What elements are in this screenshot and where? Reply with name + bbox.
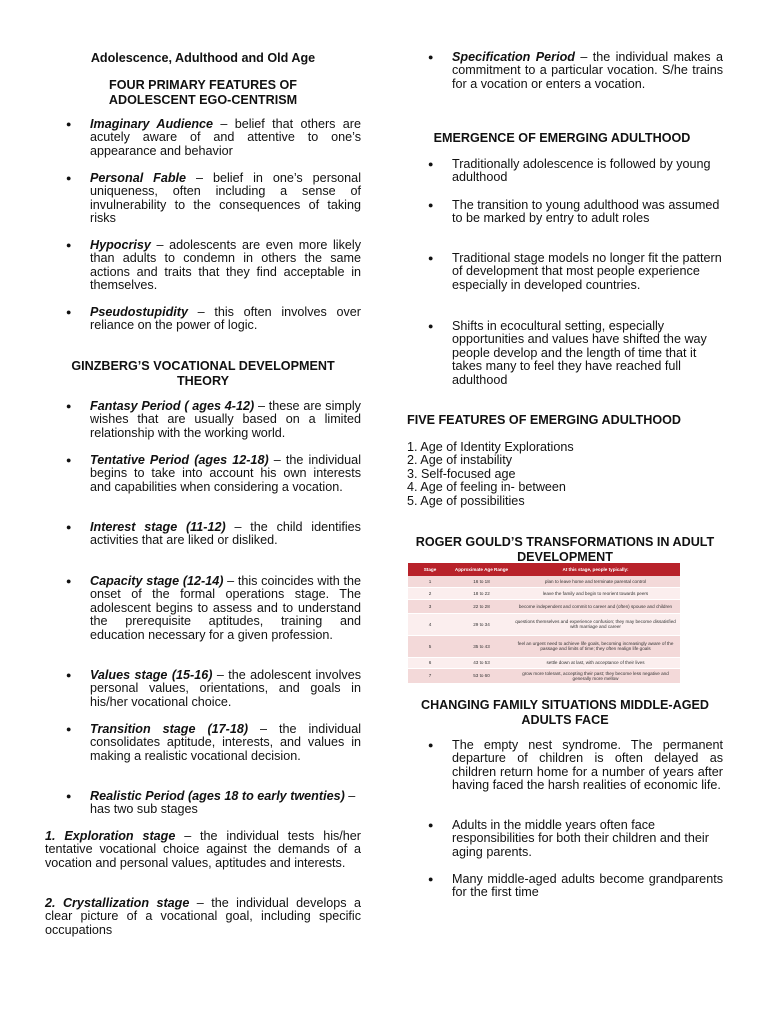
- gould-heading: ROGER GOULD’S TRANSFORMATIONS IN ADULT DEVELOPMENT: [415, 535, 715, 564]
- term: Tentative Period (ages 12-18): [90, 453, 269, 467]
- cell-stage: 5: [408, 635, 452, 657]
- definition: – the adolescent involves personal values, orientations, and goals in his/her vocational choice.: [90, 668, 361, 709]
- gould-table: [408, 563, 680, 683]
- five-features-list: [407, 441, 723, 508]
- definition: – this coincides with the onset of the formal operations stage. The adolescent begins to assess and to understand the prerequisite aptitudes, training and education necessary for a given profession.: [90, 574, 361, 642]
- definition: – the individual begins to take into account his own interests and capabilities when considering a vocation.: [90, 453, 361, 494]
- definition: – the child identifies activities that are liked or disliked.: [90, 520, 361, 548]
- definition: – the individual consolidates aptitude, interests, and values in making a realistic vocational decision.: [90, 722, 361, 763]
- cell-stage: 2: [408, 587, 452, 599]
- term: Capacity stage (12-14): [90, 574, 224, 588]
- table-row: [408, 587, 680, 599]
- bullet-tentative-period: [45, 454, 361, 494]
- bullet-hypocrisy: [45, 239, 361, 293]
- definition: – these are simply wishes that are usually based on a limited relationship with the working world.: [90, 399, 361, 440]
- term: Fantasy Period ( ages 4-12): [90, 399, 255, 413]
- family-heading: CHANGING FAMILY SITUATIONS MIDDLE-AGED ADULTS FACE: [420, 698, 710, 727]
- emergence-item: ● Traditionally adolescence is followed by young adulthood: [407, 158, 723, 185]
- cell-age: 18 to 22: [452, 587, 511, 599]
- cell-age: 35 to 43: [452, 635, 511, 657]
- family-item: ● Adults in the middle years often face responsibilities for both their children and their aging parents.: [407, 819, 723, 859]
- table-row: [408, 599, 680, 613]
- table-row: [408, 576, 680, 587]
- term: Transition stage (17-18): [90, 722, 249, 736]
- term: 2. Crystallization stage: [45, 896, 190, 910]
- definition: – adolescents are even more likely than adults to condemn in others the same actions and traits that they find acceptable in themselves.: [90, 238, 361, 293]
- five-features-heading: FIVE FEATURES OF EMERGING ADULTHOOD: [407, 413, 682, 427]
- term: Values stage (15-16): [90, 668, 213, 682]
- bullet-personal-fable: [45, 172, 361, 226]
- cell-desc: plan to leave home and terminate parental control: [511, 576, 680, 587]
- cell-age: 22 to 28: [452, 599, 511, 613]
- cell-age: 29 to 34: [452, 613, 511, 635]
- bullet-interest-stage: [45, 521, 361, 548]
- term: Specification Period: [452, 50, 575, 64]
- definition: – belief in one’s personal uniqueness, often including a sense of invulnerability to the consequences of taking risks: [90, 171, 361, 226]
- list-item: 4. Age of feeling in- between: [407, 480, 566, 495]
- term: Interest stage (11-12): [90, 520, 226, 534]
- cell-desc: feel an urgent need to achieve life goals, becoming increasingly aware of the passage and limits of time; they often realign life goals: [511, 635, 680, 657]
- cell-desc: grow more tolerant, accepting their past; they become less negative and generally more mellow: [511, 668, 680, 683]
- family-item: ● Many middle-aged adults become grandparents for the first time: [407, 873, 723, 900]
- term: 1. Exploration stage: [45, 829, 176, 843]
- document-title: Adolescence, Adulthood and Old Age: [90, 51, 316, 65]
- list-item: 2. Age of instability: [407, 453, 513, 468]
- family-item: ● The empty nest syndrome. The permanent departure of children is often delayed as children return home for a number of years after having faced the harsh realities of economic life.: [407, 739, 723, 793]
- ginzberg-heading: GINZBERG’S VOCATIONAL DEVELOPMENT THEORY: [71, 359, 335, 388]
- cell-stage: 6: [408, 657, 452, 668]
- cell-desc: become independent and commit to career and (often) spouse and children: [511, 599, 680, 613]
- bullet-fantasy-period: [45, 400, 361, 440]
- bullet-realistic-period: [45, 790, 361, 817]
- table-row: [408, 635, 680, 657]
- cell-stage: 1: [408, 576, 452, 587]
- emergence-item: ● The transition to young adulthood was assumed to be marked by entry to adult roles: [407, 199, 723, 226]
- table-row: [408, 657, 680, 668]
- bullet-specification-period: [407, 51, 723, 91]
- cell-stage: 3: [408, 599, 452, 613]
- crystallization-stage: [45, 897, 361, 937]
- egocentrism-heading: FOUR PRIMARY FEATURES OF ADOLESCENT EGO-CENTRISM: [108, 78, 298, 107]
- list-item: 3. Self-focused age: [407, 466, 516, 481]
- table-row: [408, 668, 680, 683]
- bullet-transition-stage: [45, 723, 361, 763]
- term: Hypocrisy: [90, 238, 151, 252]
- bullet-capacity-stage: [45, 575, 361, 642]
- cell-desc: questions themselves and experience confusion; they may become dissatisfied with marriage and career: [511, 613, 680, 635]
- header-stage: Stage: [408, 563, 452, 576]
- bullet-values-stage: [45, 669, 361, 709]
- term: Pseudostupidity: [90, 305, 188, 319]
- emergence-item: ● Shifts in ecocultural setting, especially opportunities and values have shifted the way people develop and the length of time that it takes many to feel they have reached full adulthood: [407, 320, 723, 387]
- cell-age: 43 to 53: [452, 657, 511, 668]
- list-item: 5. Age of possibilities: [407, 493, 525, 508]
- table-header-row: [408, 563, 680, 576]
- gould-table-grid: [408, 563, 680, 683]
- definition: – the individual makes a commitment to a particular vocation. S/he trains for a vocation or enters a vocation.: [452, 50, 723, 91]
- table-row: [408, 613, 680, 635]
- header-age-range: Approximate Age Range: [452, 563, 511, 576]
- cell-stage: 7: [408, 668, 452, 683]
- cell-age: 53 to 60: [452, 668, 511, 683]
- cell-stage: 4: [408, 613, 452, 635]
- definition: – has two sub stages: [90, 789, 356, 817]
- term: Realistic Period (ages 18 to early twenties): [90, 789, 345, 803]
- exploration-stage: [45, 830, 361, 870]
- definition: – belief that others are acutely aware of and attentive to one’s appearance and behavior: [90, 117, 361, 158]
- bullet-imaginary-audience: [45, 118, 361, 158]
- definition: – the individual develops a clear picture of a vocational goal, including specific occupations: [45, 896, 361, 937]
- list-item: 1. Age of Identity Explorations: [407, 440, 574, 454]
- cell-age: 16 to 18: [452, 576, 511, 587]
- bullet-pseudostupidity: [45, 306, 361, 333]
- definition: – the individual tests his/her tentative vocational choice against the demands of a vocation and personal values, aptitudes and interests.: [45, 829, 361, 870]
- term: Imaginary Audience: [90, 117, 214, 131]
- cell-desc: settle down at last, with acceptance of their lives: [511, 657, 680, 668]
- term: Personal Fable: [90, 171, 187, 185]
- emergence-heading: EMERGENCE OF EMERGING ADULTHOOD: [433, 131, 691, 145]
- emergence-item: ● Traditional stage models no longer fit the pattern of development that most people experience especially in developed countries.: [407, 252, 723, 292]
- header-description: At this stage, people typically:: [511, 563, 680, 576]
- definition: – this often involves over reliance on the power of logic.: [90, 305, 361, 333]
- cell-desc: leave the family and begin to reorient towards peers: [511, 587, 680, 599]
